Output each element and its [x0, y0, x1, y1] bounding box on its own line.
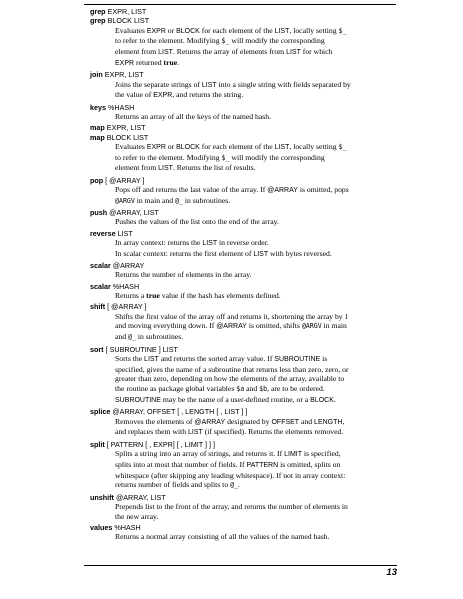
- text-run: is omitted, splits on: [278, 459, 341, 469]
- text-run: value if the hash has elements defined.: [159, 291, 281, 301]
- description-line: [115, 291, 396, 301]
- text-run: Prepends list to the front of the array, and returns the number of elements in: [115, 501, 348, 511]
- description-line: [115, 36, 396, 47]
- function-name: scalar: [90, 261, 111, 271]
- text-run: into a single string with fields separated by: [216, 79, 351, 89]
- text-run: will modify the corresponding: [229, 36, 325, 46]
- text-run: to refer to the element. Modifying: [115, 152, 222, 162]
- function-entry: [90, 229, 396, 260]
- text-run: In scalar context: returns the first element of: [115, 248, 254, 258]
- function-name: join: [90, 70, 103, 80]
- description-line: [115, 238, 396, 249]
- text-run: is omitted, pops: [297, 185, 349, 195]
- function-name: grep: [90, 16, 106, 26]
- function-entry: [90, 123, 396, 174]
- text-run: for which: [300, 47, 333, 57]
- term-text: LIST: [158, 165, 173, 173]
- bottom-rule: [84, 565, 397, 566]
- description-line: [115, 332, 396, 343]
- term-text: BLOCK: [176, 27, 200, 35]
- description-line: [115, 47, 396, 58]
- text-run: or: [165, 25, 177, 35]
- description-line: [115, 312, 396, 322]
- text-run: Returns an array of all the keys of the named hash.: [115, 111, 272, 121]
- term-text: SUBROUTINE: [274, 355, 321, 363]
- function-entry: [90, 261, 396, 280]
- function-description: [115, 502, 396, 522]
- term-text: LIMIT: [284, 450, 302, 458]
- function-signature: [90, 70, 396, 79]
- term-text: LIST: [158, 49, 173, 57]
- function-args: [ @ARRAY ]: [103, 175, 145, 185]
- function-description: [115, 354, 396, 406]
- function-args: EXPR, LIST: [102, 70, 144, 80]
- text-run: , and returns the string.: [172, 90, 244, 100]
- description-line: [115, 365, 396, 375]
- text-run: Pushes the values of the list onto the end of the array.: [115, 217, 279, 227]
- function-signature: [90, 103, 396, 112]
- text-run: Returns a normal array consisting of all the values of the named hash.: [115, 532, 330, 542]
- text-run: , are to be ordered.: [267, 384, 325, 394]
- description-line: [115, 185, 396, 196]
- text-run: designated by: [225, 416, 272, 426]
- function-signature: [90, 440, 396, 449]
- description-line: [115, 90, 396, 101]
- text-run: is: [320, 353, 328, 363]
- text-run: Sorts the: [115, 353, 145, 363]
- code-text: @_: [175, 196, 183, 205]
- text-run: . Returns the array of elements from: [172, 47, 287, 57]
- description-line: [115, 58, 396, 69]
- text-run: with bytes reversed.: [268, 248, 332, 258]
- description-line: [115, 460, 396, 471]
- text-run: Splits a string into an array of strings, and returns it. If: [115, 448, 285, 458]
- text-run: , locally setting: [289, 25, 339, 35]
- description-line: [115, 196, 396, 207]
- function-name: map: [90, 123, 105, 133]
- term-text: EXPR: [146, 27, 166, 35]
- function-name: values: [90, 523, 113, 533]
- code-text: $_: [221, 153, 230, 162]
- function-signature: [90, 133, 396, 142]
- function-description: [115, 80, 396, 102]
- function-description: [115, 185, 396, 207]
- description-line: [115, 395, 396, 406]
- text-run: the new array.: [115, 511, 159, 521]
- function-description: [115, 217, 396, 227]
- text-run: for each element of the: [199, 141, 275, 151]
- text-run: and moving everything down. If: [115, 321, 217, 331]
- text-run: may be the name of a user-defined routine, or a: [160, 394, 311, 404]
- text-run: to refer to the element. Modifying: [115, 36, 222, 46]
- term-text: LIST: [286, 49, 301, 57]
- function-args: @ARRAY, LIST: [107, 208, 159, 218]
- text-run: in reverse order.: [217, 238, 269, 248]
- function-entry: [90, 345, 396, 406]
- function-name: push: [90, 208, 108, 218]
- text-run: Shifts the first value of the array off and returns it, shortening the array by 1: [115, 311, 349, 321]
- function-description: [115, 238, 396, 260]
- text-run: Removes the elements of: [115, 416, 195, 426]
- function-entry: [90, 70, 396, 101]
- text-run: element from: [115, 163, 159, 173]
- function-entry: [90, 103, 396, 122]
- text-run: Returns a: [115, 291, 147, 301]
- function-args: [ PATTERN [ , EXPR] [ , LIMIT ] ] ]: [104, 439, 216, 449]
- function-args: EXPR, LIST: [104, 123, 146, 133]
- code-text: $a: [236, 385, 245, 394]
- description-line: [115, 354, 396, 365]
- term-text: @ARRAY: [194, 418, 226, 426]
- function-description: [115, 112, 396, 122]
- function-list: [90, 7, 396, 544]
- function-args: %HASH: [112, 523, 141, 533]
- function-signature: [90, 16, 396, 25]
- function-description: [115, 291, 396, 301]
- function-description: [115, 532, 396, 542]
- term-text: LIST: [201, 81, 217, 89]
- term-text: SUBROUTINE: [115, 396, 161, 404]
- function-signature: [90, 208, 396, 217]
- code-text: $b: [259, 385, 268, 394]
- function-signature: [90, 229, 396, 238]
- function-description: [115, 449, 396, 491]
- text-run: Returns the number of elements in the array.: [115, 270, 252, 280]
- description-line: [115, 384, 396, 395]
- function-entry: [90, 208, 396, 227]
- term-text: LIST: [274, 143, 290, 151]
- text-run: the routine as package global variables: [115, 384, 237, 394]
- description-line: [115, 80, 396, 91]
- text-run: or: [165, 141, 177, 151]
- function-description: [115, 417, 396, 439]
- term-text: LIST: [253, 250, 269, 258]
- function-name: splice: [90, 407, 111, 417]
- text-run: in subroutines.: [135, 332, 184, 342]
- function-entry: [90, 493, 396, 522]
- function-signature: [90, 261, 396, 270]
- function-description: [115, 26, 396, 69]
- text-run: and returns the sorted array value. If: [158, 353, 275, 363]
- text-run: .: [333, 394, 336, 404]
- function-name: reverse: [90, 228, 116, 238]
- function-name: split: [90, 439, 105, 449]
- function-args: BLOCK LIST: [104, 132, 149, 142]
- function-signature: [90, 123, 396, 132]
- description-line: [115, 374, 396, 384]
- term-text: EXPR: [115, 59, 135, 67]
- function-args: %HASH: [106, 102, 135, 112]
- text-run: is omitted, shifts: [246, 321, 302, 331]
- term-text: EXPR: [153, 92, 173, 100]
- text-run: in subroutines.: [182, 195, 231, 205]
- function-description: [115, 312, 396, 343]
- text-run: greater than zero, depending on how the elements of the array, available to: [115, 374, 345, 384]
- function-signature: [90, 407, 396, 416]
- function-description: [115, 270, 396, 280]
- function-name: unshift: [90, 492, 114, 502]
- function-signature: [90, 302, 396, 311]
- code-text: $_: [338, 26, 347, 35]
- text-run: splits into at most that number of fields. If: [115, 459, 247, 469]
- description-line: [115, 480, 396, 491]
- top-rule: [84, 4, 396, 5]
- function-entry: [90, 407, 396, 438]
- term-text: OFFSET: [271, 418, 300, 426]
- function-name: keys: [90, 102, 106, 112]
- text-run: .: [177, 57, 180, 67]
- text-run: , locally setting: [289, 141, 339, 151]
- term-text: EXPR: [146, 143, 166, 151]
- description-line: [115, 449, 396, 460]
- text-run: returns number of fields and splits to: [115, 480, 231, 490]
- function-name: shift: [90, 302, 106, 312]
- text-run: will modify the corresponding: [229, 152, 325, 162]
- code-text: @_: [230, 481, 239, 490]
- function-entry: [90, 440, 396, 491]
- term-text: BLOCK: [176, 143, 200, 151]
- function-description: [115, 142, 396, 174]
- description-line: [115, 142, 396, 153]
- function-name: grep: [90, 7, 106, 16]
- function-name: map: [90, 132, 105, 142]
- function-args: [ @ARRAY ]: [105, 302, 147, 312]
- description-line: [115, 153, 396, 164]
- description-line: [115, 270, 396, 280]
- text-run: Pops off and returns the last value of the array. If: [115, 185, 268, 195]
- function-signature: [90, 282, 396, 291]
- description-line: [115, 417, 396, 428]
- text-run: true: [163, 57, 178, 67]
- code-text: $_: [338, 142, 347, 151]
- description-line: [115, 512, 396, 522]
- function-entry: [90, 176, 396, 207]
- term-text: LIST: [274, 27, 290, 35]
- text-run: and replaces them with: [115, 427, 189, 437]
- term-text: BLOCK: [310, 396, 334, 404]
- text-run: Joins the separate strings of: [115, 79, 202, 89]
- function-signature: [90, 345, 396, 354]
- code-text: @ARGV: [301, 322, 322, 331]
- text-run: element from: [115, 47, 159, 57]
- function-args: @ARRAY, LIST: [113, 492, 166, 502]
- text-run: Evaluates: [115, 141, 147, 151]
- text-run: returned: [134, 57, 164, 67]
- text-run: and: [244, 384, 260, 394]
- description-line: [115, 532, 396, 542]
- function-args: LIST: [115, 228, 133, 238]
- page-number: 13: [386, 567, 397, 578]
- term-text: LIST: [144, 355, 159, 363]
- text-run: . Returns the list of results.: [172, 163, 256, 173]
- term-text: PATTERN: [246, 461, 279, 469]
- description-line: [115, 163, 396, 174]
- function-name: scalar: [90, 281, 111, 291]
- text-run: for each element of the: [199, 25, 275, 35]
- text-run: the value of: [115, 90, 154, 100]
- text-run: Evaluates: [115, 25, 147, 35]
- text-run: and: [115, 332, 129, 342]
- description-line: [115, 217, 396, 227]
- term-text: @ARRAY: [267, 187, 298, 195]
- description-line: [115, 112, 396, 122]
- text-run: true: [146, 291, 160, 301]
- term-text: LIST: [188, 429, 203, 437]
- function-args: @ARRAY, OFFSET [ , LENGTH [ , LIST ] ]: [110, 407, 248, 417]
- text-run: is specified,: [302, 448, 341, 458]
- text-run: ,: [342, 416, 345, 426]
- description-line: [115, 321, 396, 332]
- text-run: .: [238, 480, 240, 490]
- code-text: $_: [221, 37, 230, 46]
- term-text: LIST: [202, 240, 218, 248]
- description-line: [115, 249, 396, 260]
- function-entry: [90, 302, 396, 343]
- function-args: [ SUBROUTINE ] LIST: [103, 344, 178, 354]
- text-run: in main: [321, 321, 347, 331]
- function-name: sort: [90, 344, 104, 354]
- description-line: [115, 471, 396, 481]
- function-args: EXPR, LIST: [105, 7, 147, 16]
- text-run: whitespace (after skipping any leading whitespace). If not in array context:: [115, 470, 346, 480]
- text-run: in main and: [134, 195, 175, 205]
- text-run: (if specified). Returns the elements removed.: [202, 427, 344, 437]
- function-args: BLOCK LIST: [105, 16, 150, 26]
- text-run: and: [299, 416, 315, 426]
- function-signature: [90, 493, 396, 502]
- function-entry: [90, 523, 396, 542]
- code-text: @_: [128, 333, 136, 342]
- description-line: [115, 502, 396, 512]
- code-text: @ARGV: [115, 196, 135, 205]
- function-args: %HASH: [110, 281, 140, 291]
- term-text: @ARRAY: [216, 323, 247, 331]
- function-signature: [90, 176, 396, 185]
- function-signature: [90, 523, 396, 532]
- function-entry: [90, 7, 396, 69]
- text-run: specified, gives the name of a subroutine that returns less than zero, zero, or: [115, 364, 349, 374]
- function-args: @ARRAY: [110, 261, 145, 271]
- function-signature: [90, 7, 396, 16]
- term-text: LENGTH: [314, 418, 343, 426]
- description-line: [115, 26, 396, 37]
- description-line: [115, 427, 396, 438]
- function-name: pop: [90, 175, 104, 185]
- function-entry: [90, 282, 396, 301]
- text-run: In array context: returns the: [115, 238, 203, 248]
